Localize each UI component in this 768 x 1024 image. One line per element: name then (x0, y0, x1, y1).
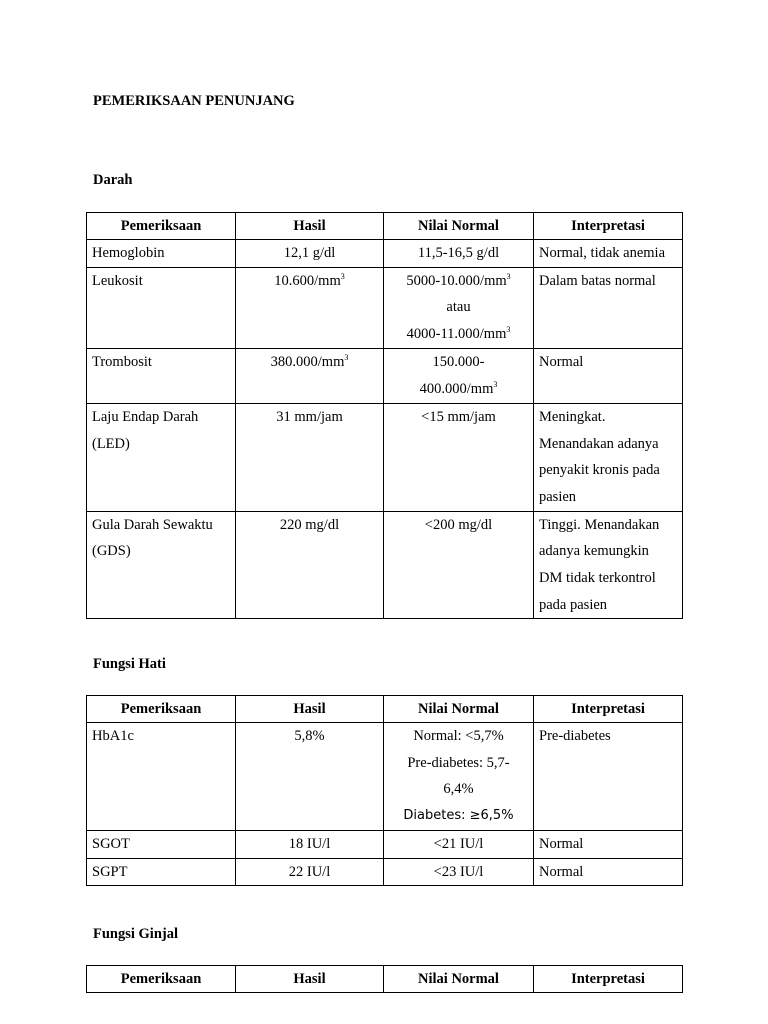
header-nilai-normal: Nilai Normal (384, 966, 534, 993)
cell-text: adanya kemungkin (539, 543, 649, 560)
section-heading-fungsi-hati: Fungsi Hati (93, 656, 166, 672)
cell-interpretasi (534, 858, 683, 886)
cell-nilai-normal (384, 511, 534, 619)
cell-text: atau (446, 299, 471, 316)
cell-text: 400.000/mm (419, 380, 494, 397)
cell-interpretasi (534, 240, 683, 268)
table-row (87, 403, 683, 511)
cell-text: pada pasien (539, 596, 608, 613)
header-pemeriksaan: Pemeriksaan (87, 696, 236, 723)
cell-line (389, 321, 528, 348)
cell-text: Normal, tidak anemia (539, 245, 666, 261)
cell-nilai-normal (384, 403, 534, 511)
header-nilai-normal: Nilai Normal (384, 696, 534, 723)
cell-hasil: 18 IU/l (236, 830, 384, 858)
cell-text: 4000-11.000/mm (406, 326, 507, 343)
header-hasil: Hasil (236, 696, 384, 723)
cell-hasil: 22 IU/l (236, 858, 384, 886)
cell-text: DM tidak terkontrol (539, 570, 656, 587)
header-interpretasi: Interpretasi (534, 213, 683, 240)
cell-text: Leukosit (92, 272, 143, 289)
cell-text: 10.600/mm (274, 272, 341, 289)
superscript: 3 (506, 271, 511, 281)
cell-hasil: 220 mg/dl (236, 511, 384, 619)
cell-text: SGPT (92, 863, 128, 880)
table-row (87, 858, 683, 886)
cell-nilai-normal (384, 267, 534, 348)
table-row (87, 267, 683, 348)
cell-interpretasi (534, 830, 683, 858)
header-hasil: Hasil (236, 966, 384, 993)
header-interpretasi: Interpretasi (534, 696, 683, 723)
table-row (87, 348, 683, 403)
cell-text: Diabetes: ≥6,5% (403, 808, 514, 824)
table-row (87, 511, 683, 619)
cell-interpretasi (534, 267, 683, 348)
header-pemeriksaan: Pemeriksaan (87, 213, 236, 240)
cell-text: Trombosit (92, 353, 152, 370)
cell-text: 6,4% (443, 781, 474, 798)
cell-pemeriksaan (87, 403, 236, 511)
cell-interpretasi (534, 723, 683, 831)
cell-hasil: 5,8% (236, 723, 384, 831)
table-fungsi-hati (86, 695, 683, 886)
superscript: 3 (340, 271, 345, 281)
cell-pemeriksaan (87, 830, 236, 858)
table-darah (86, 212, 683, 619)
superscript: 3 (493, 379, 498, 389)
header-pemeriksaan: Pemeriksaan (87, 966, 236, 993)
superscript: 3 (344, 352, 349, 362)
cell-text: Hemoglobin (92, 245, 165, 261)
cell-nilai-normal (384, 830, 534, 858)
cell-text: <200 mg/dl (424, 516, 493, 533)
cell-text: (GDS) (92, 543, 131, 560)
cell-text: 11,5-16,5 g/dl (417, 245, 500, 261)
cell-hasil (236, 348, 384, 403)
table-header-row (87, 966, 683, 993)
cell-interpretasi (534, 511, 683, 619)
cell-interpretasi (534, 403, 683, 511)
table-row (87, 723, 683, 831)
table-row (87, 240, 683, 268)
cell-nilai-normal (384, 240, 534, 268)
cell-text: pasien (539, 488, 577, 505)
superscript: 3 (506, 325, 511, 335)
page-title: PEMERIKSAAN PENUNJANG (93, 93, 295, 109)
cell-text: Pre-diabetes: 5,7- (407, 754, 510, 771)
cell-text: SGOT (92, 835, 130, 852)
cell-text: Tinggi. Menandakan (539, 516, 660, 533)
table-header-row (87, 213, 683, 240)
cell-text: (LED) (92, 435, 130, 452)
section-heading-fungsi-ginjal: Fungsi Ginjal (93, 926, 179, 942)
cell-text: Normal (539, 863, 584, 880)
cell-text: Laju Endap Darah (92, 408, 199, 425)
header-interpretasi: Interpretasi (534, 966, 683, 993)
cell-line (389, 268, 528, 295)
cell-pemeriksaan (87, 511, 236, 619)
cell-text: <23 IU/l (433, 863, 484, 880)
cell-text: Gula Darah Sewaktu (92, 516, 213, 533)
cell-hasil: 31 mm/jam (236, 403, 384, 511)
section-heading-darah: Darah (93, 172, 133, 188)
cell-text: 380.000/mm (270, 353, 345, 370)
cell-pemeriksaan (87, 723, 236, 831)
cell-text: <15 mm/jam (421, 408, 496, 425)
cell-hasil: 12,1 g/dl (236, 240, 384, 268)
cell-text: Pre-diabetes (539, 728, 611, 744)
cell-pemeriksaan (87, 858, 236, 886)
cell-pemeriksaan (87, 348, 236, 403)
cell-text: Normal: <5,7% (413, 728, 504, 744)
cell-text: penyakit kronis pada (539, 462, 660, 479)
cell-interpretasi (534, 348, 683, 403)
cell-nilai-normal (384, 858, 534, 886)
cell-text: 150.000- (432, 353, 485, 370)
cell-text: Menandakan adanya (539, 435, 659, 452)
header-nilai-normal: Nilai Normal (384, 213, 534, 240)
cell-text: Normal (539, 835, 584, 852)
cell-text: Meningkat. (539, 408, 606, 425)
cell-text: Normal (539, 353, 584, 370)
cell-pemeriksaan (87, 267, 236, 348)
cell-text: HbA1c (92, 728, 134, 744)
cell-nilai-normal (384, 348, 534, 403)
table-header-row (87, 696, 683, 723)
cell-nilai-normal (384, 723, 534, 831)
cell-text: <21 IU/l (433, 835, 484, 852)
cell-hasil (236, 267, 384, 348)
table-row (87, 830, 683, 858)
cell-text: 5000-10.000/mm (406, 272, 507, 289)
cell-line (389, 376, 528, 403)
header-hasil: Hasil (236, 213, 384, 240)
cell-text: Dalam batas normal (539, 272, 656, 289)
cell-pemeriksaan (87, 240, 236, 268)
table-fungsi-ginjal (86, 965, 683, 993)
